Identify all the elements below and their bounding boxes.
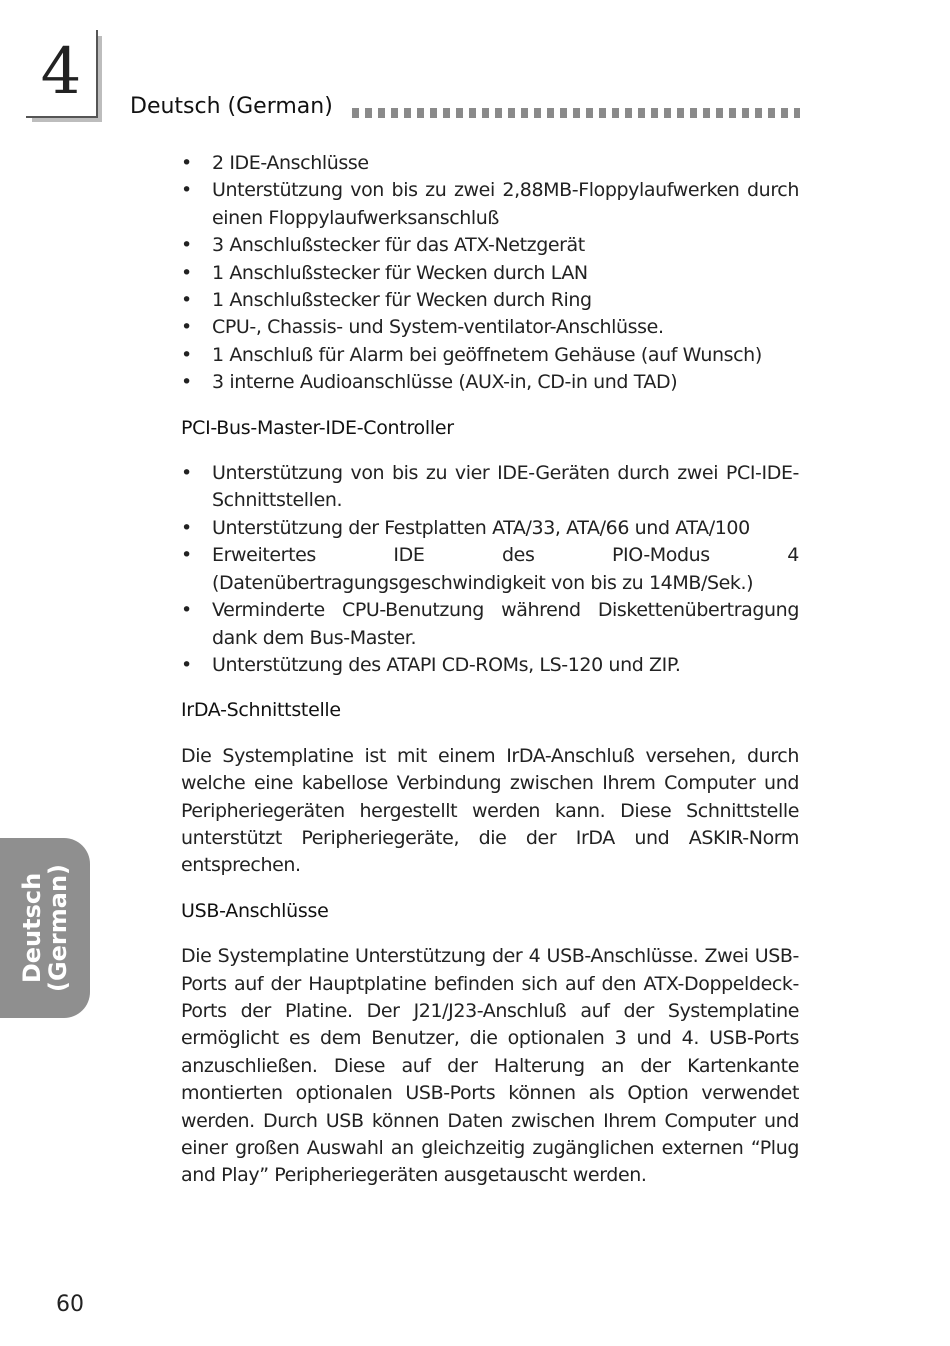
chapter-title: Deutsch (German): [130, 94, 333, 119]
section-heading-irda: IrDA-Schnittstelle: [181, 699, 341, 722]
side-tab-line1: Deutsch: [18, 872, 46, 984]
list-item: • 3 Anschlußstecker für das ATX-Netzgerät: [181, 232, 799, 259]
list-item: • Unterstützung von bis zu zwei 2,88MB-Floppylaufwerken durch einen Floppylaufwerksanschluß: [181, 177, 799, 232]
header-dotted-rule: [352, 108, 800, 118]
list-item: • Verminderte CPU-Benutzung während Diskettenübertragung dank dem Bus-Master.: [181, 597, 799, 652]
chapter-number: 4: [40, 35, 82, 109]
list-item: • 1 Anschluß für Alarm bei geöffnetem Gehäuse (auf Wunsch): [181, 342, 799, 369]
usb-paragraph: Die Systemplatine Unterstützung der 4 USB-Anschlüsse. Zwei USB-Ports auf der Hauptplatine befinden sich auf den ATX-Doppeldeck-Ports der Platine. Der J21/J23-Anschluß auf der Systemplatine ermöglicht es dem Benutzer, die optionalen 3 und 4. USB-Ports anzuschließen. Diese auf der Halterung an der Kartenkante montierten optionalen USB-Ports können als Option verwendet werden. Durch USB können Daten zwischen Ihrem Computer und einer großen Auswahl an gleichzeitig zugänglichen externen “Plug and Play” Peripheriegeräten ausgetauscht werden.: [181, 945, 799, 1187]
list-item: • 1 Anschlußstecker für Wecken durch Ring: [181, 287, 799, 314]
feature-list: [181, 150, 799, 397]
side-tab-line2: (German): [44, 863, 72, 993]
section-heading-usb: USB-Anschlüsse: [181, 899, 329, 922]
list-item: • 1 Anschlußstecker für Wecken durch LAN: [181, 260, 799, 287]
section-heading-pci: PCI-Bus-Master-IDE-Controller: [181, 416, 454, 439]
list-item: • 3 interne Audioanschlüsse (AUX-in, CD-in und TAD): [181, 369, 799, 396]
language-side-tab: [0, 838, 90, 1018]
list-item: • Erweitertes IDE des PIO-Modus 4 (Datenübertragungsgeschwindigkeit von bis zu 14MB/Sek.): [181, 542, 799, 597]
list-item: • 2 IDE-Anschlüsse: [181, 150, 799, 177]
side-tab-label: [19, 864, 71, 992]
list-item: • Unterstützung des ATAPI CD-ROMs, LS-120 und ZIP.: [181, 652, 799, 679]
list-item: • Unterstützung der Festplatten ATA/33, ATA/66 und ATA/100: [181, 515, 799, 542]
pci-feature-list: [181, 460, 799, 679]
irda-paragraph: Die Systemplatine ist mit einem IrDA-Anschluß versehen, durch welche eine kabellose Verbindung zwischen Ihrem Computer und Peripheriegeräten hergestellt werden kann. Diese Schnittstelle unterstützt Peripheriegeräte, die der IrDA und ASKIR-Norm entsprechen.: [181, 744, 799, 877]
page-content: [181, 150, 799, 1190]
list-item: • Unterstützung von bis zu vier IDE-Geräten durch zwei PCI-IDE-Schnittstellen.: [181, 460, 799, 515]
page-number: 60: [56, 1292, 84, 1317]
chapter-number-box: [26, 30, 102, 122]
list-item: • CPU-, Chassis- und System-ventilator-Anschlüsse.: [181, 314, 799, 341]
